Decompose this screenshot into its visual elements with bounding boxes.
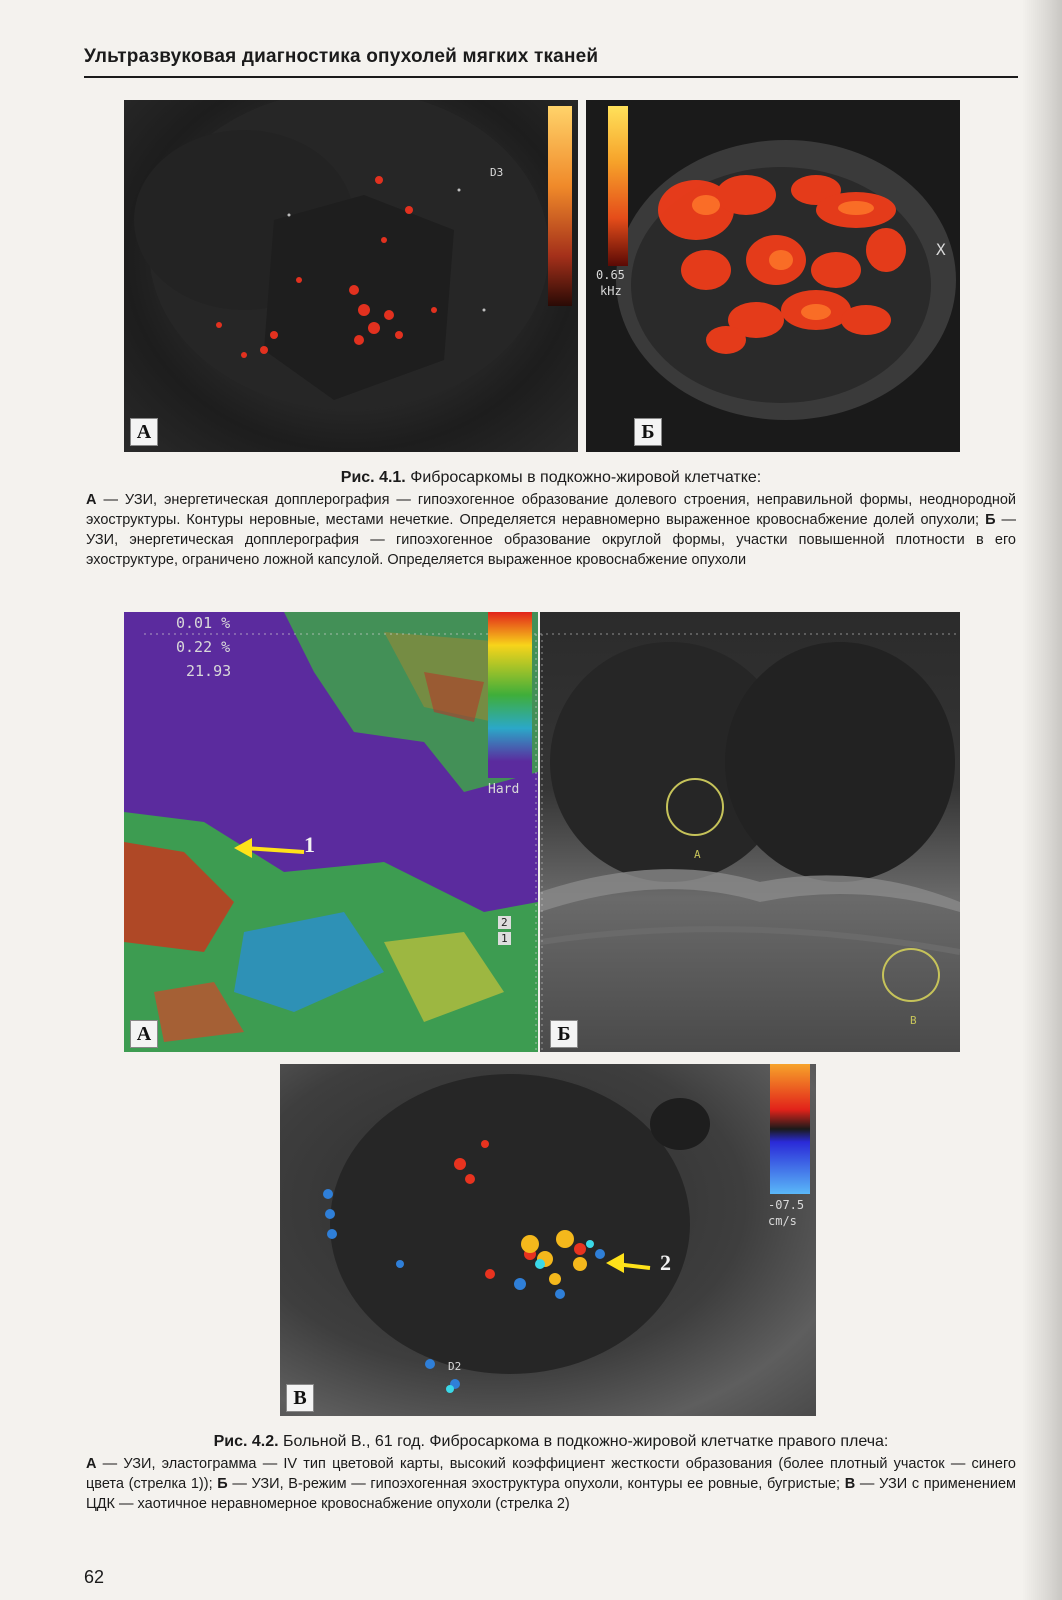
fig2-caption-c-text: — УЗИ с применением ЦДК — хаотичное неравномерное кровоснабжение опухоли (стрелка 2) bbox=[86, 1476, 1016, 1512]
fig2-caption-a-label: А bbox=[86, 1456, 97, 1472]
fig1b-color-scale bbox=[608, 106, 628, 266]
fig2-caption-body bbox=[86, 1454, 1016, 1514]
fig2b-letter: Б bbox=[550, 1020, 578, 1048]
fig1b-letter: Б bbox=[634, 418, 662, 446]
fig2b-roi-label-a: A bbox=[694, 848, 701, 861]
fig2a-mini-label-1: 1 bbox=[498, 932, 511, 945]
fig2a-readout-3: 21.93 bbox=[186, 662, 232, 680]
fig2-caption-b-label: Б bbox=[217, 1476, 228, 1492]
fig1-caption bbox=[86, 468, 1016, 570]
fig2-panel-a bbox=[124, 612, 538, 1052]
fig1-caption-body bbox=[86, 490, 1016, 570]
fig2v-arrow-number: 2 bbox=[660, 1250, 671, 1275]
fig2-caption-label: Рис. 4.2. bbox=[213, 1433, 279, 1450]
fig2v-scale-value: -07.5 bbox=[768, 1198, 805, 1212]
fig2-panel-v bbox=[280, 1064, 816, 1416]
fig1a-letter: A bbox=[130, 418, 158, 446]
fig2b-roi-label-b: B bbox=[910, 1014, 917, 1027]
fig2v-color-scale bbox=[770, 1064, 810, 1194]
fig2b-roi-circle-b bbox=[882, 948, 940, 1002]
fig2v-letter: В bbox=[286, 1384, 314, 1412]
header-title: Ультразвуковая диагностика опухолей мягких тканей bbox=[84, 46, 599, 67]
fig1-caption-heading: Фибросаркомы в подкожно-жировой клетчатке: bbox=[410, 469, 762, 486]
fig2-caption-a-text: — УЗИ, эластограмма — IV тип цветовой карты, высокий коэффициент жесткости образования (более плотный участок — синего цвета (стрелка 1)); bbox=[86, 1456, 1016, 1492]
fig2a-arrow-number: 1 bbox=[304, 832, 315, 857]
fig2v-scale-unit: cm/s bbox=[768, 1214, 797, 1228]
fig2a-scale-label: Hard bbox=[488, 782, 520, 797]
fig1b-doppler-image bbox=[586, 100, 960, 452]
fig1b-scale-unit: kHz bbox=[600, 284, 622, 298]
fig2-caption-b-text: — УЗИ, В-режим — гипоэхогенная эхоструктура опухоли, контуры ее ровные, бугристые; bbox=[227, 1476, 845, 1492]
fig2a-letter: A bbox=[130, 1020, 158, 1048]
fig1-caption-a-text: — УЗИ, энергетическая допплерография — гипоэхогенное образование долевого строения, неправильной формы, неоднородной эхоструктуры. Контуры неровные, местами нечеткие. Определяется неравномерно выраженное кровоснабжение долей опухоли; bbox=[86, 492, 1016, 528]
fig2a-readout-2: 0.22 % bbox=[176, 638, 231, 656]
fig1-panel-a bbox=[124, 100, 578, 452]
page-spine-shadow bbox=[1022, 0, 1062, 1600]
fig1-caption-b-text: — УЗИ, энергетическая допплерография — гипоэхогенное образование округлой формы, участки повышенной плотности в его эхоструктуре, ограничено ложной капсулой. Определяется выраженное кровоснабжение опухоли bbox=[86, 512, 1016, 568]
fig1b-marker-label: X bbox=[936, 240, 946, 259]
fig2v-doppler-image bbox=[280, 1064, 816, 1416]
fig2v-marker-label: D2 bbox=[448, 1360, 462, 1373]
fig2-caption-c-label: В bbox=[844, 1476, 856, 1492]
fig1-panel-b bbox=[586, 100, 960, 452]
fig2-caption bbox=[86, 1432, 1016, 1514]
fig1a-marker-label: D3 bbox=[490, 166, 504, 179]
fig1-caption-a-label: А bbox=[86, 492, 97, 508]
fig2a-mini-label-2: 2 bbox=[498, 916, 511, 929]
fig1-caption-b-label: Б bbox=[985, 512, 996, 528]
fig1-caption-label: Рис. 4.1. bbox=[340, 469, 406, 486]
fig2a-readout-1: 0.01 % bbox=[176, 614, 231, 632]
fig1-caption-title bbox=[86, 468, 1016, 488]
fig2-caption-heading: Больной В., 61 год. Фибросаркома в подкожно-жировой клетчатке правого плеча: bbox=[283, 1433, 889, 1450]
fig1a-doppler-image bbox=[124, 100, 578, 452]
fig2a-color-scale bbox=[488, 612, 532, 778]
running-header bbox=[84, 42, 1018, 78]
fig2-caption-title bbox=[86, 1432, 1016, 1452]
page-number: 62 bbox=[84, 1567, 105, 1587]
fig1b-scale-value: 0.65 bbox=[596, 268, 625, 282]
fig1a-color-scale bbox=[548, 106, 572, 306]
fig2-panel-b bbox=[540, 612, 960, 1052]
fig2b-roi-circle-a bbox=[666, 778, 724, 836]
